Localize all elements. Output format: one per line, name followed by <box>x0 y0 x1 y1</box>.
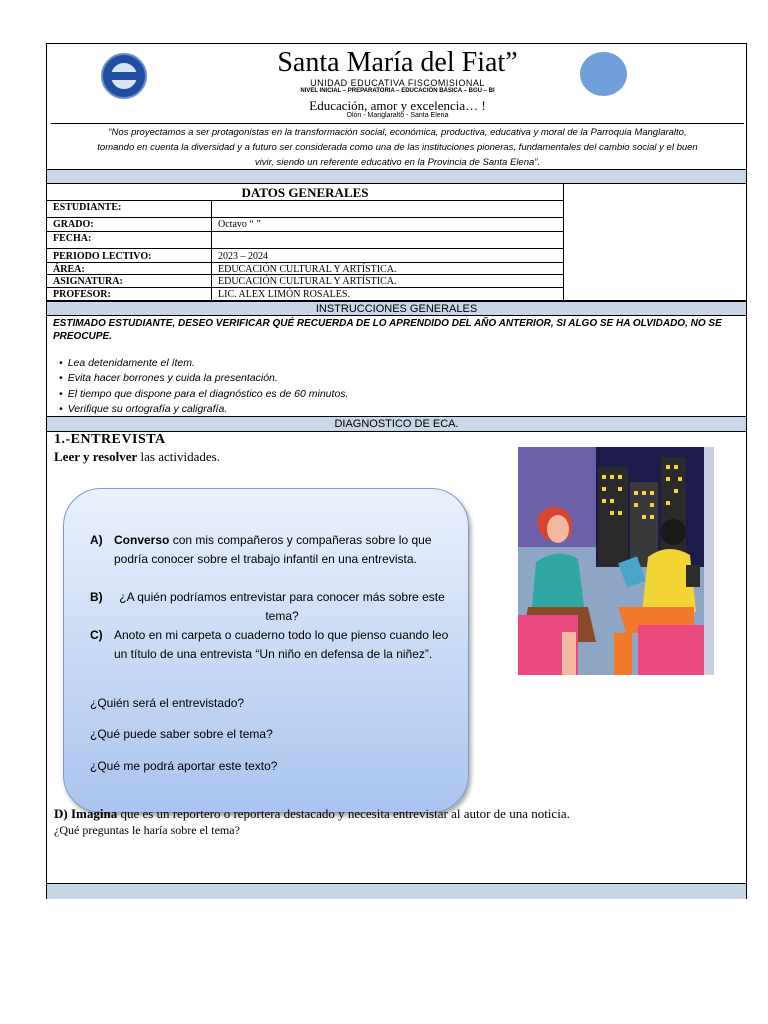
field-label: GRADO: <box>53 219 94 230</box>
field-row-periodo <box>47 249 564 262</box>
school-type: UNIDAD EDUCATIVA FISCOMISIONAL <box>310 78 485 88</box>
activities-callout: A) Converso con mis compañeros y compañeras sobre lo que podría conocer sobre el trabajo infantil en una entrevista. B) ¿A quién podríamos entrevistar para conocer más sobre este tema? C) Anoto en mi carpeta o cuaderno todo lo que pienso cuando leo un título de una entrevista “Un niño en defensa de la niñez”. ¿Quién será el entrevistado? ¿Qué puede saber sobre el tema? ¿Qué me podrá aportar este texto? <box>63 488 469 813</box>
student-name-field[interactable] <box>211 201 564 217</box>
activity-d: D) Imagina que es un reportero o reportera destacado y necesita entrevistar al autor de una noticia. <box>54 806 570 821</box>
section-title: 1.-ENTREVISTA <box>54 432 166 447</box>
field-label: ASIGNATURA: <box>53 276 123 287</box>
list-item: • Lea detenidamente el ítem. <box>59 356 348 371</box>
field-label: FECHA: <box>53 233 92 244</box>
grade-field[interactable]: Octavo “ ” <box>211 218 564 231</box>
school-vision <box>55 125 740 170</box>
field-row-grado <box>47 218 564 232</box>
header-divider <box>51 123 744 124</box>
vision-line: “Nos proyectamos a ser protagonistas en la transformación social, económica, productiva, educativa y moral de la Parroquia Manglaralto, <box>108 127 687 138</box>
instructions-intro: ESTIMADO ESTUDIANTE, DESEO VERIFICAR QUÉ RECUERDA DE LO APRENDIDO DEL AÑO ANTERIOR, SI ALGO SE HA OLVIDADO, NO SE PREOCUPE. <box>53 318 722 342</box>
separator-band <box>47 169 746 184</box>
list-item: • El tiempo que dispone para el diagnóstico es de 60 minutos. <box>59 387 348 402</box>
field-row-profesor <box>47 288 564 301</box>
field-label: ESTUDIANTE: <box>53 202 122 213</box>
school-motto: Educación, amor y excelencia… ! <box>309 98 486 113</box>
vision-line: vivir, siendo un referente educativo en la Provincia de Santa Elena”. <box>254 157 541 168</box>
field-row-estudiante <box>47 201 564 218</box>
interview-illustration <box>518 447 714 675</box>
instructions-list <box>59 356 348 417</box>
school-levels: NIVEL INICIAL – PREPARATORIA – EDUCACIÓN BÁSICA – BGU – BI <box>300 88 495 94</box>
area-value: EDUCACIÓN CULTURAL Y ARTÍSTICA. <box>211 263 564 274</box>
field-label: PROFESOR: <box>53 289 111 300</box>
section-instruction: Leer y resolver las actividades. <box>54 449 220 464</box>
photo-box <box>564 184 746 301</box>
list-item: • Verifique su ortografía y caligrafía. <box>59 402 348 417</box>
diagnostico-band: DIAGNOSTICO DE ECA. <box>47 416 746 432</box>
question-item: ¿Qué me podrá aportar este texto? <box>90 759 278 773</box>
field-row-area <box>47 262 564 275</box>
question-item: ¿Quién será el entrevistado? <box>90 696 245 710</box>
question-item: ¿Qué puede saber sobre el tema? <box>90 727 273 741</box>
school-title: Santa María del Fiat” <box>277 47 518 78</box>
instrucciones-band: INSTRUCCIONES GENERALES <box>47 301 746 316</box>
footer-band <box>47 883 746 899</box>
list-item: • Evita hacer borrones y cuida la presentación. <box>59 371 348 386</box>
teacher-value: LIC. ALEX LIMÓN ROSALES. <box>211 288 564 300</box>
school-location: Olón - Manglaralto - Santa Elena <box>346 112 449 119</box>
field-label: PERIODO LECTIVO: <box>53 251 152 262</box>
activity-d-question: ¿Qué preguntas le haría sobre el tema? <box>54 823 240 837</box>
subject-value: EDUCACIÓN CULTURAL Y ARTÍSTICA. <box>211 275 564 287</box>
field-row-asignatura <box>47 275 564 288</box>
field-row-fecha <box>47 232 564 249</box>
worksheet-page <box>46 43 747 899</box>
school-year-value: 2023 – 2024 <box>211 249 564 262</box>
datos-generales-title: DATOS GENERALES <box>47 184 564 201</box>
field-label: ÁREA: <box>53 264 85 275</box>
vision-line: tomando en cuenta la diversidad y a futuro ser considerada como una de las instituciones pioneras, fundamentales del cambio social y el buen <box>97 142 698 153</box>
date-field[interactable] <box>211 232 564 248</box>
